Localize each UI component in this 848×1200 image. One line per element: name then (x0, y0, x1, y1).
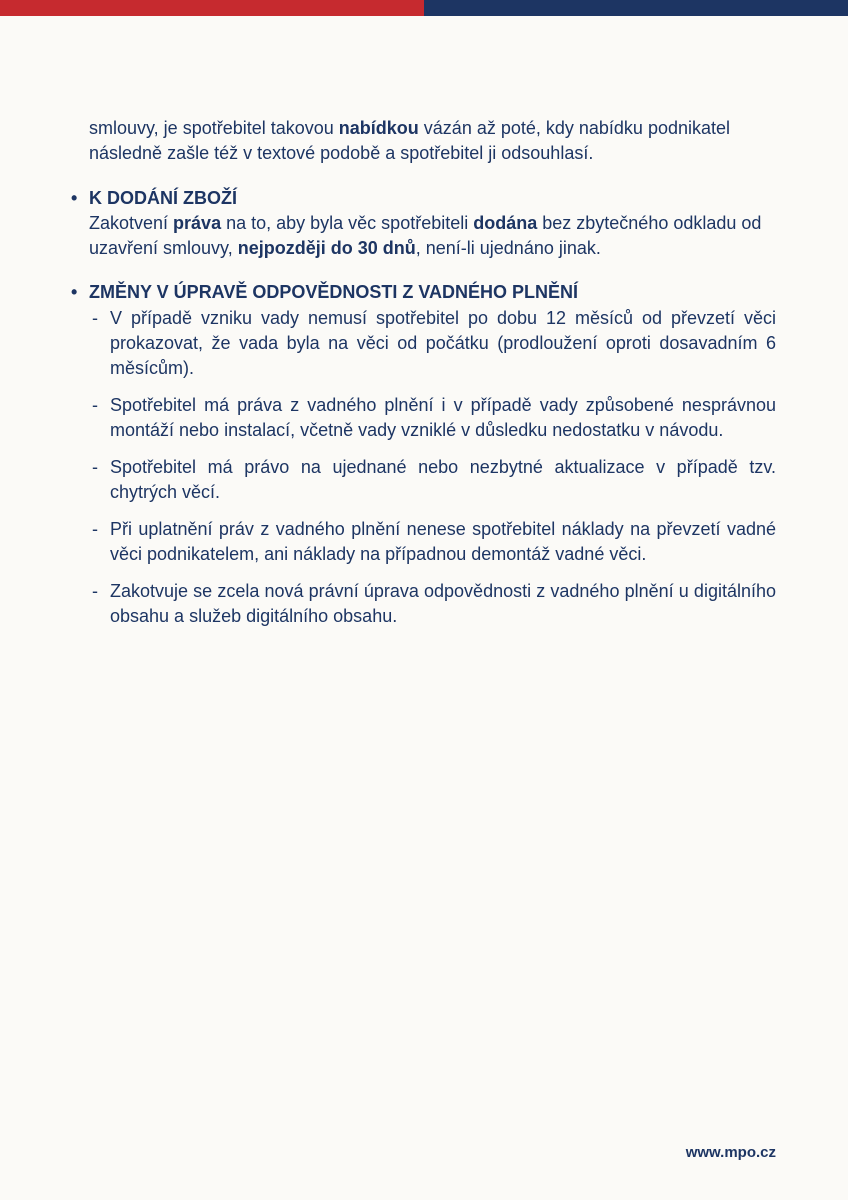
bullet-icon: • (71, 282, 78, 302)
footer-url: www.mpo.cz (685, 1144, 776, 1161)
list-item-text: Zakotvuje se zcela nová právní úprava odpovědnosti z vadného plnění u digitálního obsahu a služeb digitálního obsahu. (110, 581, 776, 626)
section-heading: K DODÁNÍ ZBOŽÍ (89, 188, 237, 208)
dash-icon: - (92, 581, 98, 601)
bold-span: práva (173, 213, 222, 233)
intro-text-1: smlouvy, je spotřebitel takovou (89, 118, 339, 138)
top-bar-blue (424, 0, 848, 16)
list-item-text: Spotřebitel má právo na ujednané nebo nezbytné aktualizace v případě tzv. chytrých věcí. (110, 457, 776, 502)
list-item-text: Spotřebitel má práva z vadného plnění i v případě vady způsobené nesprávnou montáží nebo instalací, včetně vady vzniklé v důsledku nedostatku v návodu. (110, 395, 776, 440)
bold-span: nejpozději do 30 dnů (237, 238, 416, 258)
list-item (70, 455, 776, 505)
intro-paragraph (89, 116, 776, 166)
text-span: bez zbytečného odkladu od uzavření smlouvy, (89, 213, 762, 258)
section-paragraph (89, 211, 776, 261)
dash-icon: - (92, 457, 98, 477)
intro-text-2: vázán až poté, kdy nabídku podnikatel následně zašle též v textové podobě a spotřebitel ji odsouhlasí. (89, 118, 731, 163)
list-item-text: V případě vzniku vady nemusí spotřebitel po dobu 12 měsíců od převzetí věci prokazovat, že vada byla na věci od počátku (prodloužení oproti dosavadním 6 měsícům). (110, 308, 776, 378)
bullet-icon: • (71, 188, 78, 208)
list-item (70, 393, 776, 443)
bold-span: dodána (473, 213, 538, 233)
top-bar-red (0, 0, 424, 16)
dash-icon: - (92, 308, 98, 328)
text-span: na to, aby byla věc spotřebiteli (221, 213, 474, 233)
text-span: , není-li ujednáno jinak. (415, 238, 601, 258)
section-delivery (70, 186, 776, 261)
list-item (70, 517, 776, 567)
list-item (70, 579, 776, 629)
section-liability (70, 280, 776, 629)
list-item-text: Při uplatnění práv z vadného plnění nenese spotřebitel náklady na převzetí vadné věci podnikatelem, ani náklady na případnou demontáž vadné věci. (110, 519, 776, 564)
section-heading: ZMĚNY V ÚPRAVĚ ODPOVĚDNOSTI Z VADNÉHO PLNĚNÍ (89, 282, 579, 302)
text-span: Zakotvení (89, 213, 174, 233)
intro-bold-1: nabídkou (338, 118, 419, 138)
list-item (70, 306, 776, 381)
dash-icon: - (92, 519, 98, 539)
dash-icon: - (92, 395, 98, 415)
top-color-bar (0, 0, 848, 16)
document-body (70, 116, 776, 641)
dash-list (70, 306, 776, 629)
